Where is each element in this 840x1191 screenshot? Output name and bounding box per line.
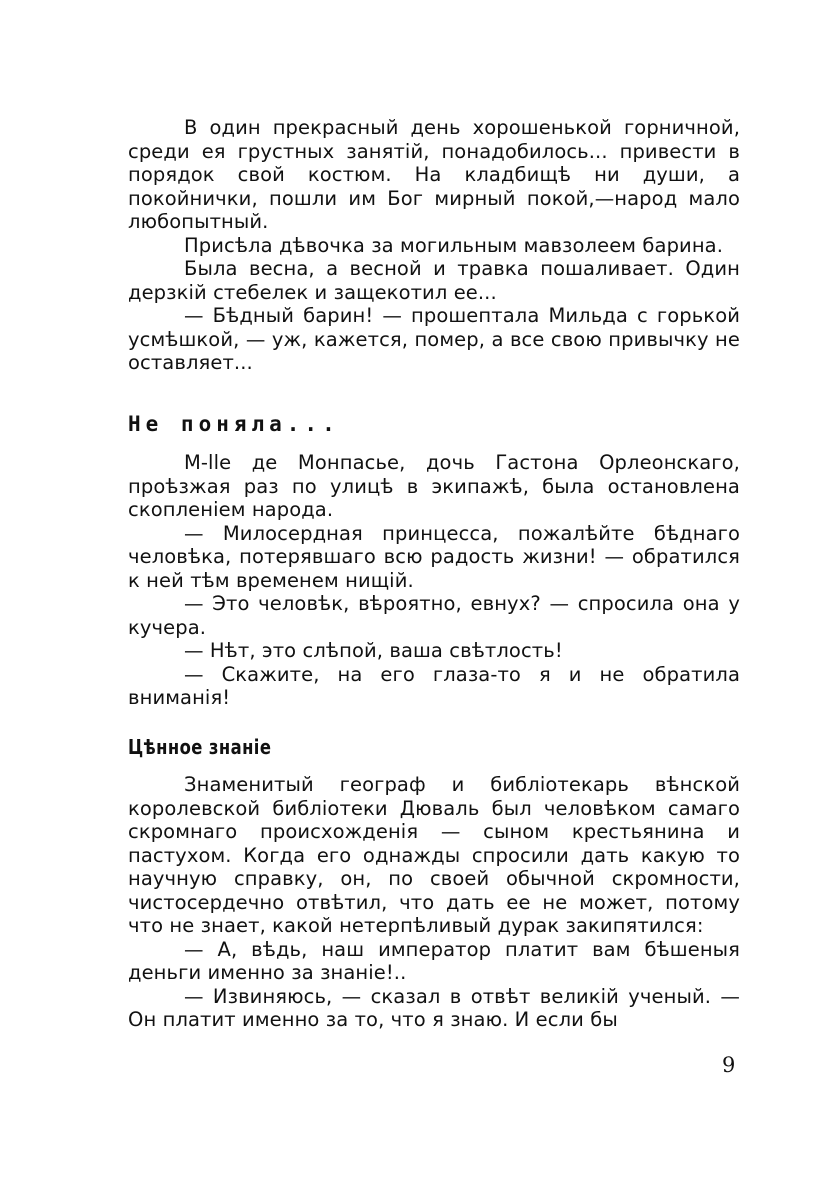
- paragraph: M-lle де Монпасье, дочь Гастона Орлеонскаго, проѣзжая раз по улицѣ в экипажѣ, была остановлена скопленіем народа.: [128, 451, 740, 521]
- page-number: 9: [722, 1053, 736, 1077]
- paragraph: В один прекрасный день хорошенькой горничной, среди ея грустных занятій, понадобилось... привести в порядок свой костюм. На кладбищѣ ни души, а покойнички, пошли им Бог мирный покой,—народ мало любопытный.: [128, 116, 740, 233]
- paragraph: — А, вѣдь, наш император платит вам бѣшеныя деньги именно за знаніе!..: [128, 937, 740, 984]
- paragraph: Знаменитый географ и библіотекарь вѣнской королевской библіотеки Дюваль был человѣком самаго скромнаго происхожденія — сыном крестьянина и пастухом. Когда его однажды спросили дать какую то научную справку, он, по своей обычной скромности, чистосердечно отвѣтил, что дать ее не может, потому что не знает, какой нетерпѣливый дурак закипятился:: [128, 773, 740, 937]
- paragraph: — Бѣдный барин! — прошептала Мильда с горькой усмѣшкой, — уж, кажется, помер, а все свою привычку не оставляет...: [128, 304, 740, 374]
- paragraph: — Милосердная принцесса, пожалѣйте бѣднаго человѣка, потерявшаго всю радость жизни! — обратился к ней тѣм временем нищій.: [128, 521, 740, 592]
- section-heading-ne-ponyala: Не поняла...: [128, 412, 340, 436]
- section-2-text: [128, 451, 740, 710]
- section-heading-tsennoe-znanie: Цѣнное знаніе: [128, 735, 272, 759]
- paragraph: — Извиняюсь, — сказал в отвѣт великій ученый. — Он платит именно за то, что я знаю. И если бы: [128, 984, 740, 1031]
- paragraph: — Это человѣк, вѣроятно, евнух? — спросила она у кучера.: [128, 592, 740, 639]
- paragraph: — Скажите, на его глаза-то я и не обратила вниманія!: [128, 662, 740, 709]
- paragraph: Присѣла дѣвочка за могильным мавзолеем барина.: [184, 233, 724, 257]
- paragraph: — Нѣт, это слѣпой, ваша свѣтлость!: [184, 639, 563, 662]
- section-3-text: [128, 773, 740, 1032]
- section-1-text: [128, 116, 740, 375]
- paragraph: Была весна, а весной и травка пошаливает. Один дерзкій стебелек и защекотил ее...: [128, 257, 740, 304]
